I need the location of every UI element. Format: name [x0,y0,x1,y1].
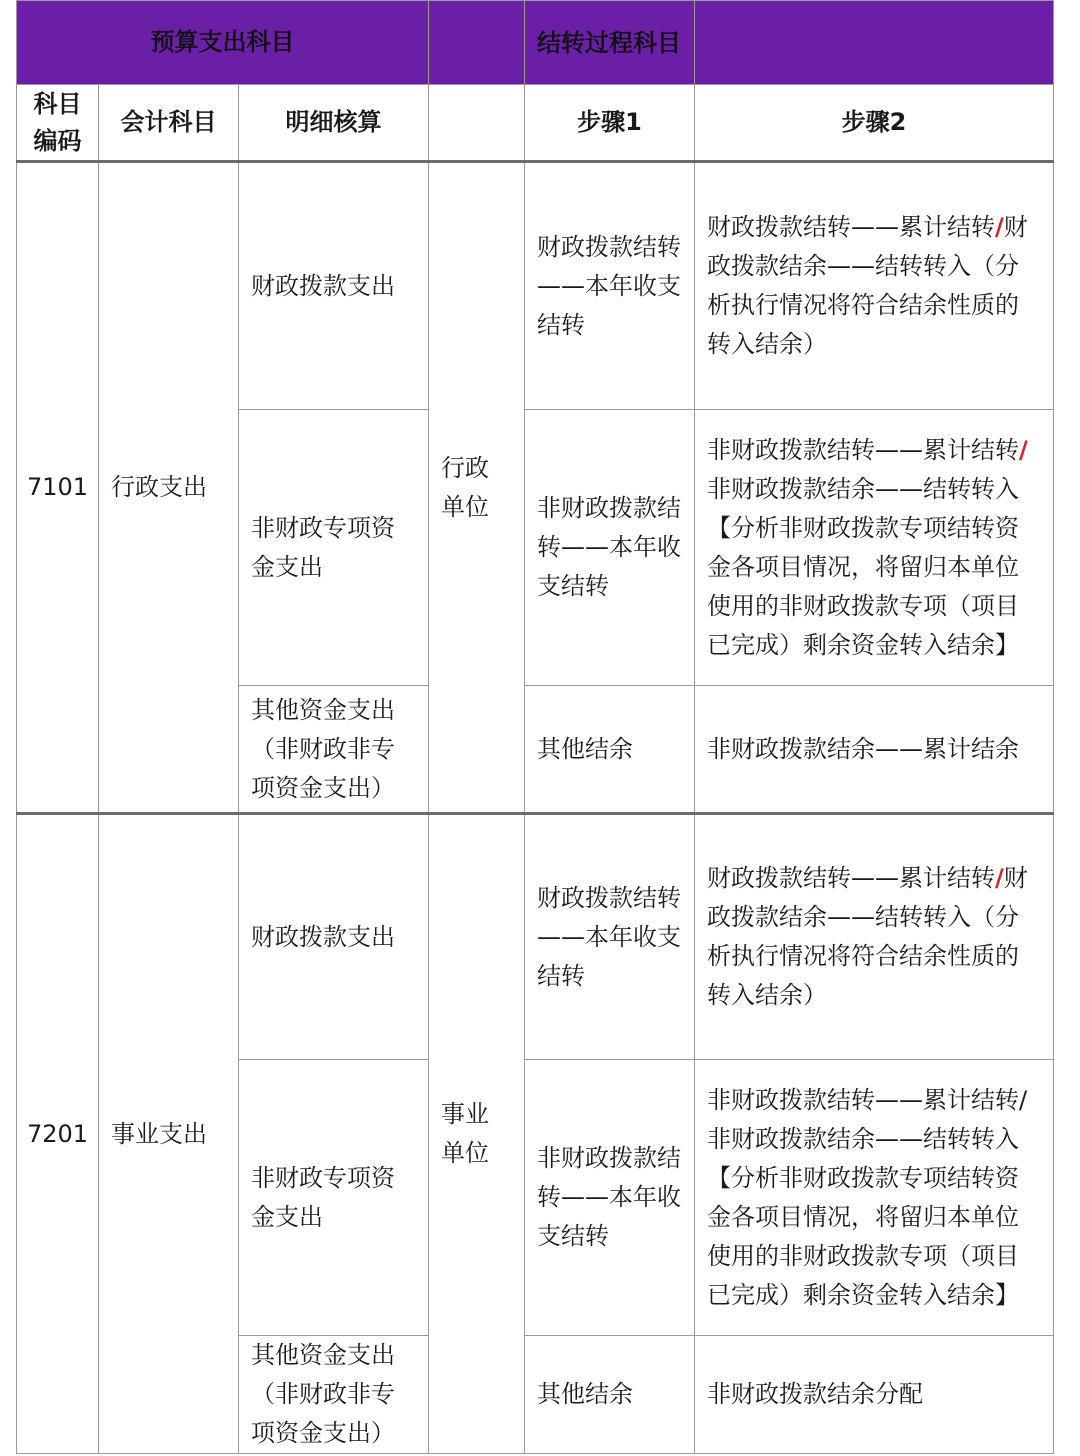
col-header-code: 科目编码 [17,85,99,162]
slash-separator: / [995,213,1004,241]
step1-cell: 其他结余 [525,686,695,814]
accounting-table [16,0,1054,1454]
account-name-cell: 事业支出 [99,814,239,1454]
slash-separator: / [1019,435,1028,464]
step2-cell [695,410,1054,686]
step2-part-a: 财政拨款结转——累计结转 [707,864,996,892]
col-header-empty [429,85,525,162]
step2-part-b: 财政拨款结余——结转转入（分析执行情况将符合结余性质的转入结余） [707,213,1028,358]
account-code-cell: 7201 [17,814,99,1454]
column-header-row [17,85,1054,162]
step2-cell [695,162,1054,410]
step1-cell: 财政拨款结转——本年收支结转 [525,162,695,410]
detail-cell: 其他资金支出（非财政非专项资金支出） [239,686,429,814]
group-header-empty-2 [695,1,1054,85]
step1-cell: 其他结余 [525,1336,695,1454]
col-header-detail: 明细核算 [239,85,429,162]
col-header-step1: 步骤1 [525,85,695,162]
table-row [17,162,1054,410]
detail-cell: 非财政专项资金支出 [239,410,429,686]
detail-cell: 其他资金支出（非财政非专项资金支出） [239,1336,429,1454]
step1-cell: 财政拨款结转——本年收支结转 [525,814,695,1060]
account-name-cell: 行政支出 [99,162,239,814]
step2-part-a: 非财政拨款结余分配 [707,1380,924,1408]
col-header-step2: 步骤2 [695,85,1054,162]
slash-separator: / [995,864,1004,892]
account-code-cell: 7101 [17,162,99,814]
unit-cell: 事业单位 [429,814,525,1454]
detail-cell: 非财政专项资金支出 [239,1060,429,1336]
detail-cell: 财政拨款支出 [239,162,429,410]
detail-cell: 财政拨款支出 [239,814,429,1060]
step1-cell: 非财政拨款结转——本年收支结转 [525,410,695,686]
step2-cell [695,1336,1054,1454]
group-header-budget: 预算支出科目 [17,1,429,85]
step1-cell: 非财政拨款结转——本年收支结转 [525,1060,695,1336]
table-row [17,814,1054,1060]
col-header-account: 会计科目 [99,85,239,162]
group-header-process: 结转过程科目 [525,1,695,85]
group-header-row [17,1,1054,85]
step2-part-a: 财政拨款结转——累计结转 [707,213,996,241]
step2-part-a: 非财政拨款结余——累计结余 [707,734,1020,763]
step2-part-a: 非财政拨款结转——累计结转 [707,435,1020,464]
step2-part-b: 财政拨款结余——结转转入（分析执行情况将符合结余性质的转入结余） [707,864,1028,1009]
step2-cell [695,1060,1054,1336]
step2-cell [695,814,1054,1060]
unit-cell: 行政单位 [429,162,525,814]
step2-part-b: 非财政拨款结余——结转转入【分析非财政拨款专项结转资金各项目情况，将留归本单位使用的非财政拨款专项（项目已完成）剩余资金转入结余】 [707,474,1020,659]
step2-cell [695,686,1054,814]
group-header-empty [429,1,525,85]
step2-part-a: 非财政拨款结转——累计结转/非财政拨款结余——结转转入【分析非财政拨款专项结转资金各项目情况，将留归本单位使用的非财政拨款专项（项目已完成）剩余资金转入结余】 [707,1085,1028,1309]
